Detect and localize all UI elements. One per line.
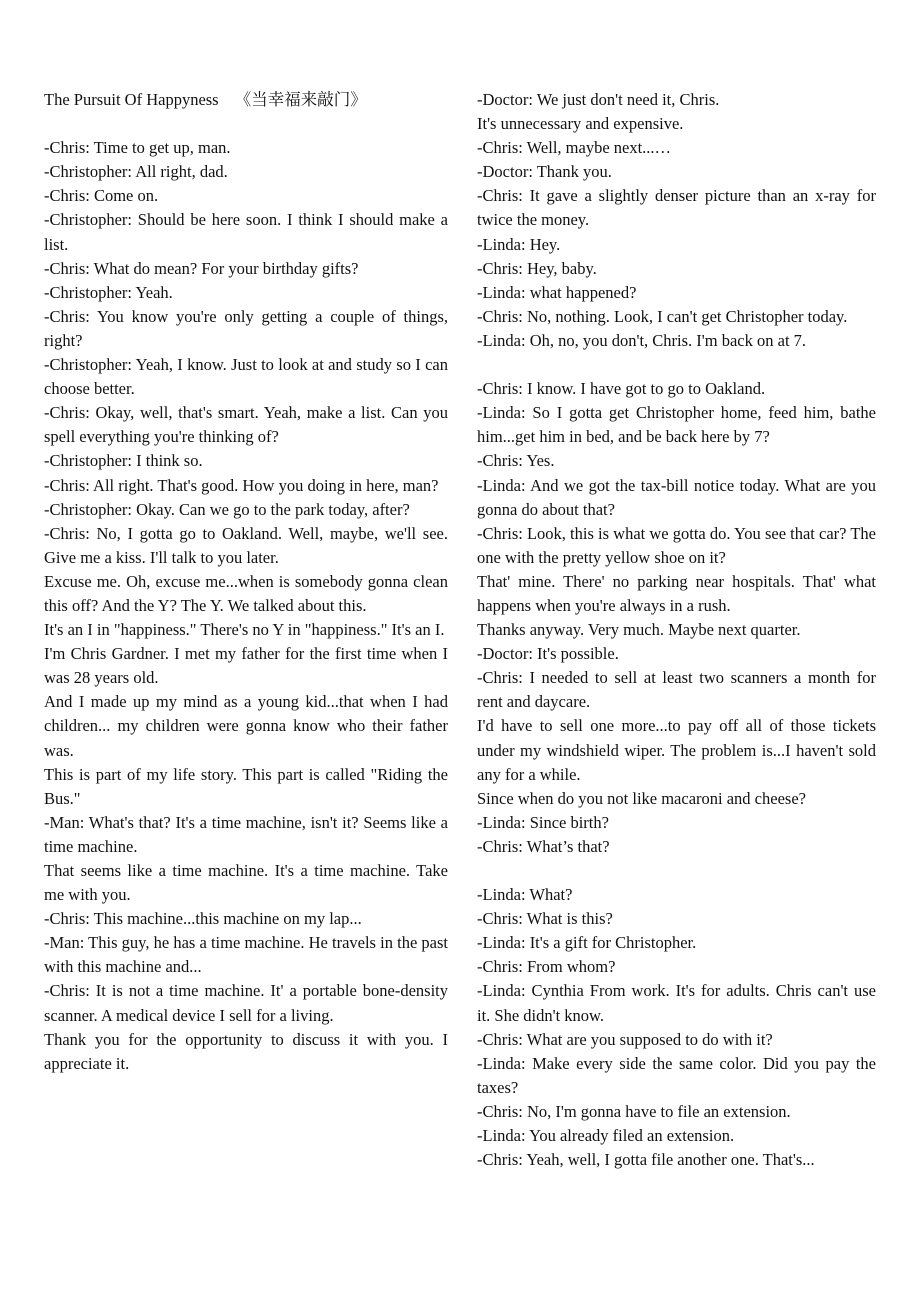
blank-line <box>477 859 876 883</box>
dialogue-line: -Chris: This machine...this machine on my lap... <box>44 909 362 929</box>
dialogue-line: -Man: What's that? It's a time machine, isn't it? Seems like a time machine. <box>44 812 448 856</box>
dialogue-line: -Chris: It gave a slightly denser picture than an x-ray for twice the money. <box>477 186 876 230</box>
dialogue-line: -Chris: Yeah, well, I gotta file another one. That's... <box>477 1150 815 1170</box>
dialogue-line: -Chris: No, I'm gonna have to file an extension. <box>477 1101 791 1121</box>
dialogue-line: -Linda: And we got the tax-bill notice today. What are you gonna do about that? <box>477 475 876 519</box>
dialogue-line: -Chris: What are you supposed to do with it? <box>477 1029 773 1049</box>
dialogue-line: -Linda: So I gotta get Christopher home, feed him, bathe him...get him in bed, and be back here by 7? <box>477 403 876 447</box>
dialogue-line: -Chris: What’s that? <box>477 836 610 856</box>
dialogue-line: -Chris: From whom? <box>477 957 616 977</box>
dialogue-line: -Chris: Come on. <box>44 186 159 206</box>
dialogue-line: -Chris: What is this? <box>477 909 613 929</box>
blank-line <box>477 353 876 377</box>
dialogue-line: And I made up my mind as a young kid...that when I had children... my children were gonna know who their father was. <box>44 692 448 760</box>
dialogue-line: -Chris: No, nothing. Look, I can't get Christopher today. <box>477 306 848 326</box>
dialogue-line: -Linda: what happened? <box>477 282 637 302</box>
dialogue-line: -Chris: What do mean? For your birthday gifts? <box>44 258 359 278</box>
right-dialogue <box>477 88 876 1172</box>
dialogue-line: That' mine. There' no parking near hospitals. That' what happens when you're always in a rush. <box>477 571 876 615</box>
dialogue-line: Excuse me. Oh, excuse me...when is somebody gonna clean this off? And the Y? The Y. We talked about this. <box>44 571 448 615</box>
dialogue-line: -Christopher: Yeah, I know. Just to look at and study so I can choose better. <box>44 355 448 399</box>
dialogue-line: This is part of my life story. This part is called "Riding the Bus." <box>44 764 448 808</box>
document-title <box>44 88 448 112</box>
dialogue-line: -Linda: Since birth? <box>477 812 609 832</box>
dialogue-line: I'd have to sell one more...to pay off all of those tickets under my windshield wiper. The problem is...I haven't sold any for a while. <box>477 716 876 784</box>
dialogue-line: -Chris: All right. That's good. How you doing in here, man? <box>44 475 439 495</box>
title-chinese: 《当幸福来敲门》 <box>234 90 367 109</box>
dialogue-line: It's an I in "happiness." There's no Y in "happiness." It's an I. <box>44 620 445 640</box>
dialogue-line: -Chris: I know. I have got to go to Oakland. <box>477 379 766 399</box>
dialogue-line: -Linda: Make every side the same color. Did you pay the taxes? <box>477 1053 876 1097</box>
dialogue-line: -Christopher: Should be here soon. I think I should make a list. <box>44 210 448 254</box>
dialogue-line: -Chris: No, I gotta go to Oakland. Well, maybe, we'll see. Give me a kiss. I'll talk to you later. <box>44 523 448 567</box>
dialogue-line: -Doctor: Thank you. <box>477 162 612 182</box>
dialogue-line: Thank you for the opportunity to discuss it with you. I appreciate it. <box>44 1029 448 1073</box>
dialogue-line: -Christopher: All right, dad. <box>44 162 228 182</box>
dialogue-line: -Christopher: Okay. Can we go to the park today, after? <box>44 499 410 519</box>
dialogue-line: -Linda: Cynthia From work. It's for adults. Chris can't use it. She didn't know. <box>477 981 876 1025</box>
dialogue-line: -Chris: Well, maybe next...… <box>477 138 672 158</box>
dialogue-line: -Linda: What? <box>477 885 573 905</box>
dialogue-line: I'm Chris Gardner. I met my father for the first time when I was 28 years old. <box>44 644 448 688</box>
dialogue-line: -Linda: It's a gift for Christopher. <box>477 933 697 953</box>
dialogue-line: -Chris: It is not a time machine. It' a portable bone-density scanner. A medical device I sell for a living. <box>44 981 448 1025</box>
left-column <box>44 88 448 1076</box>
dialogue-line: -Linda: Oh, no, you don't, Chris. I'm back on at 7. <box>477 330 807 350</box>
title-english: The Pursuit Of Happyness <box>44 90 219 109</box>
dialogue-line: Since when do you not like macaroni and cheese? <box>477 788 806 808</box>
dialogue-line: -Doctor: It's possible. <box>477 644 619 664</box>
dialogue-line: -Chris: Yes. <box>477 451 555 471</box>
left-dialogue <box>44 112 448 1076</box>
dialogue-line: -Chris: Okay, well, that's smart. Yeah, make a list. Can you spell everything you're thinking of? <box>44 403 448 447</box>
dialogue-line: -Chris: Time to get up, man. <box>44 138 231 158</box>
dialogue-line: -Doctor: We just don't need it, Chris. <box>477 90 720 109</box>
dialogue-line: -Linda: Hey. <box>477 234 561 254</box>
dialogue-line: -Chris: Hey, baby. <box>477 258 597 278</box>
right-column <box>477 88 876 1172</box>
dialogue-line: That seems like a time machine. It's a time machine. Take me with you. <box>44 861 448 905</box>
blank-line <box>44 112 448 136</box>
dialogue-line: -Chris: I needed to sell at least two scanners a month for rent and daycare. <box>477 668 876 712</box>
dialogue-line: -Christopher: Yeah. <box>44 282 173 302</box>
dialogue-line: -Chris: You know you're only getting a couple of things, right? <box>44 306 448 350</box>
dialogue-line: Thanks anyway. Very much. Maybe next quarter. <box>477 620 801 640</box>
dialogue-line: -Christopher: I think so. <box>44 451 203 471</box>
dialogue-line: -Chris: Look, this is what we gotta do. You see that car? The one with the pretty yellow shoe on it? <box>477 523 876 567</box>
dialogue-line: It's unnecessary and expensive. <box>477 114 684 134</box>
dialogue-line: -Linda: You already filed an extension. <box>477 1126 735 1146</box>
dialogue-line: -Man: This guy, he has a time machine. He travels in the past with this machine and... <box>44 933 448 977</box>
